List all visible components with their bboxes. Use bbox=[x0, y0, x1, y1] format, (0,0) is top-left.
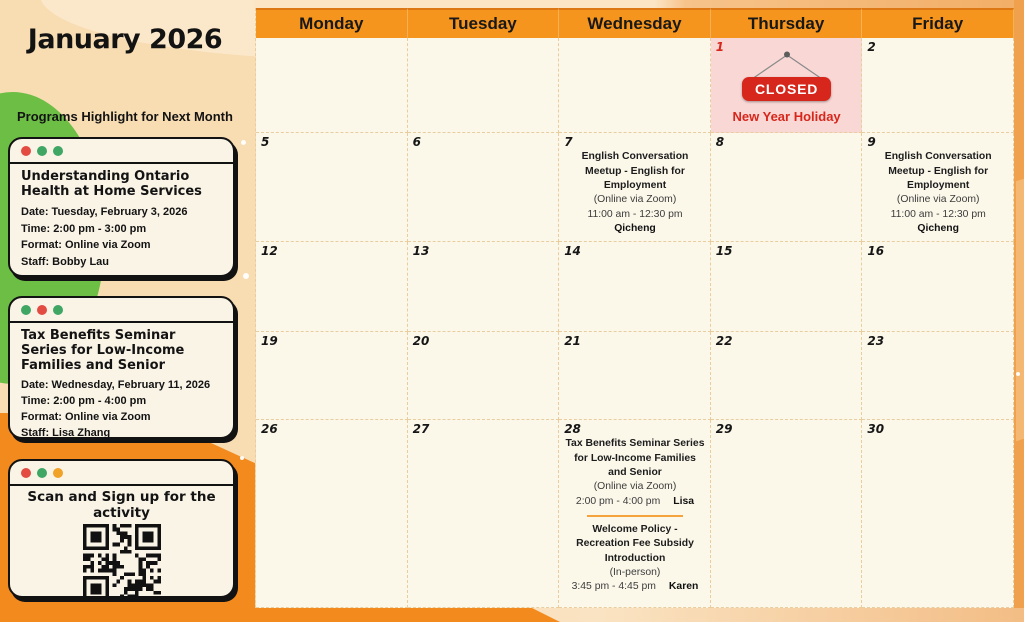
calendar-cell-jan22: 22 bbox=[711, 332, 863, 420]
calendar-grid bbox=[255, 8, 1014, 608]
window-titlebar bbox=[10, 139, 233, 164]
weekday-header-friday: Friday bbox=[862, 8, 1014, 38]
calendar-cell-empty bbox=[408, 38, 560, 133]
event-title: Welcome Policy - Recreation Fee Subsidy Introduction bbox=[576, 523, 694, 564]
event-staff: Lisa bbox=[673, 495, 695, 507]
signup-title: Scan and Sign up for the activity bbox=[27, 489, 216, 521]
day-number: 1 bbox=[715, 40, 725, 54]
white-speck bbox=[243, 273, 249, 279]
weekday-header-tuesday: Tuesday bbox=[408, 8, 560, 38]
event-time: 2:00 pm - 4:00 pm bbox=[575, 495, 661, 507]
month-title: January 2026 bbox=[27, 24, 223, 55]
calendar-cell-jan19: 19 bbox=[256, 332, 408, 420]
white-speck bbox=[1016, 372, 1020, 376]
window-dot-green-icon bbox=[21, 305, 31, 315]
program-staff: Staff: Bobby Lau bbox=[21, 256, 109, 269]
calendar-cell-jan28: 28 Tax Benefits Seminar Series for Low-Income Families and Senior (Online via Zoom) 2:00 pm - 4:00 pm Lisa Welcome Policy - Recreation Fee Subsidy Introduction (In-person) 3:45 pm - 4:45 pm Karen bbox=[559, 420, 711, 608]
window-titlebar bbox=[10, 298, 233, 323]
calendar-cell-jan15: 15 bbox=[711, 242, 863, 332]
calendar-cell-jan23: 23 bbox=[862, 332, 1014, 420]
window-dot-green-icon bbox=[53, 146, 63, 156]
event-title: English Conversation Meetup - English for Employment bbox=[581, 151, 689, 191]
calendar-cell-jan26: 26 bbox=[256, 420, 408, 608]
calendar-cell-jan1-holiday bbox=[711, 38, 863, 133]
calendar-cell-jan6: 6 bbox=[408, 133, 560, 242]
calendar-cell-jan5: 5 bbox=[256, 133, 408, 242]
calendar-cell-empty bbox=[559, 38, 711, 133]
calendar-cell-jan27: 27 bbox=[408, 420, 560, 608]
program-staff: Staff: Lisa Zhang bbox=[21, 426, 111, 439]
calendar-cell-jan16: 16 bbox=[862, 242, 1014, 332]
program-time: Time: 2:00 pm - 3:00 pm bbox=[21, 222, 147, 235]
calendar-cell-jan21: 21 bbox=[559, 332, 711, 420]
program-card-2 bbox=[8, 296, 235, 439]
signup-card bbox=[8, 459, 235, 598]
event-venue: (Online via Zoom) bbox=[896, 194, 980, 206]
program-time: Time: 2:00 pm - 4:00 pm bbox=[21, 394, 147, 407]
event-venue: (In-person) bbox=[609, 567, 661, 579]
event-time: 3:45 pm - 4:45 pm bbox=[571, 581, 656, 593]
window-dot-red-icon bbox=[21, 468, 31, 478]
event-title: Tax Benefits Seminar Series for Low-Income Families and Senior bbox=[565, 438, 705, 478]
event-staff: Qicheng bbox=[917, 222, 959, 234]
weekday-header-thursday: Thursday bbox=[711, 8, 863, 38]
event-staff: Qicheng bbox=[614, 222, 656, 234]
white-speck bbox=[241, 140, 246, 145]
calendar-cell-jan9: 9 English Conversation Meetup - English for Employment (Online via Zoom) 11:00 am - 12:30 pm Qicheng bbox=[862, 133, 1014, 242]
calendar-cell-jan2: 2 bbox=[862, 38, 1014, 133]
event-title: English Conversation Meetup - English for Employment bbox=[884, 151, 992, 191]
program-format: Format: Online via Zoom bbox=[21, 410, 151, 423]
calendar-cell-jan13: 13 bbox=[408, 242, 560, 332]
bottom-orange-wedge bbox=[0, 608, 560, 622]
event-time: 11:00 am - 12:30 pm bbox=[890, 208, 986, 220]
calendar-cell-jan8: 8 bbox=[711, 133, 863, 242]
section-heading: Programs Highlight for Next Month bbox=[17, 109, 233, 124]
closed-sign: CLOSED bbox=[742, 77, 831, 101]
event-divider bbox=[587, 515, 683, 517]
program-date: Date: Wednesday, February 11, 2026 bbox=[21, 378, 211, 391]
window-dot-yellow-icon bbox=[53, 468, 63, 478]
program-date: Date: Tuesday, February 3, 2026 bbox=[21, 205, 188, 218]
program-card-1 bbox=[8, 137, 235, 277]
weekday-header-monday: Monday bbox=[256, 8, 408, 38]
white-speck bbox=[240, 456, 244, 460]
window-dot-red-icon bbox=[21, 146, 31, 156]
event-venue: (Online via Zoom) bbox=[593, 194, 677, 206]
program-title: Understanding Ontario Health at Home Services bbox=[21, 169, 202, 199]
event-jan28-welcome-policy bbox=[564, 522, 706, 595]
window-dot-red-icon bbox=[37, 305, 47, 315]
event-jan28-tax-seminar bbox=[564, 436, 706, 509]
calendar-cell-jan14: 14 bbox=[559, 242, 711, 332]
calendar-cell-jan29: 29 bbox=[711, 420, 863, 608]
window-dot-green-icon bbox=[37, 468, 47, 478]
program-format: Format: Online via Zoom bbox=[21, 239, 151, 252]
event-jan9 bbox=[867, 149, 1009, 236]
window-titlebar bbox=[10, 461, 233, 486]
event-venue: (Online via Zoom) bbox=[593, 481, 677, 493]
right-strip-highlight bbox=[1016, 179, 1024, 442]
qr-code bbox=[83, 524, 161, 598]
calendar-cell-jan30: 30 bbox=[862, 420, 1014, 608]
calendar-cell-empty bbox=[256, 38, 408, 133]
window-dot-green-icon bbox=[37, 146, 47, 156]
event-staff: Karen bbox=[668, 581, 699, 593]
calendar-cell-jan12: 12 bbox=[256, 242, 408, 332]
calendar-cell-jan20: 20 bbox=[408, 332, 560, 420]
window-dot-green-icon bbox=[53, 305, 63, 315]
holiday-caption: New Year Holiday bbox=[732, 109, 841, 125]
closed-sign-group bbox=[716, 50, 858, 124]
weekday-header-wednesday: Wednesday bbox=[559, 8, 711, 38]
event-jan7 bbox=[564, 149, 706, 236]
pin-icon bbox=[732, 50, 842, 80]
event-time: 11:00 am - 12:30 pm bbox=[587, 208, 683, 220]
program-title: Tax Benefits Seminar Series for Low-Income Families and Senior bbox=[21, 328, 185, 373]
calendar-cell-jan7: 7 English Conversation Meetup - English for Employment (Online via Zoom) 11:00 am - 12:30 pm Qicheng bbox=[559, 133, 711, 242]
